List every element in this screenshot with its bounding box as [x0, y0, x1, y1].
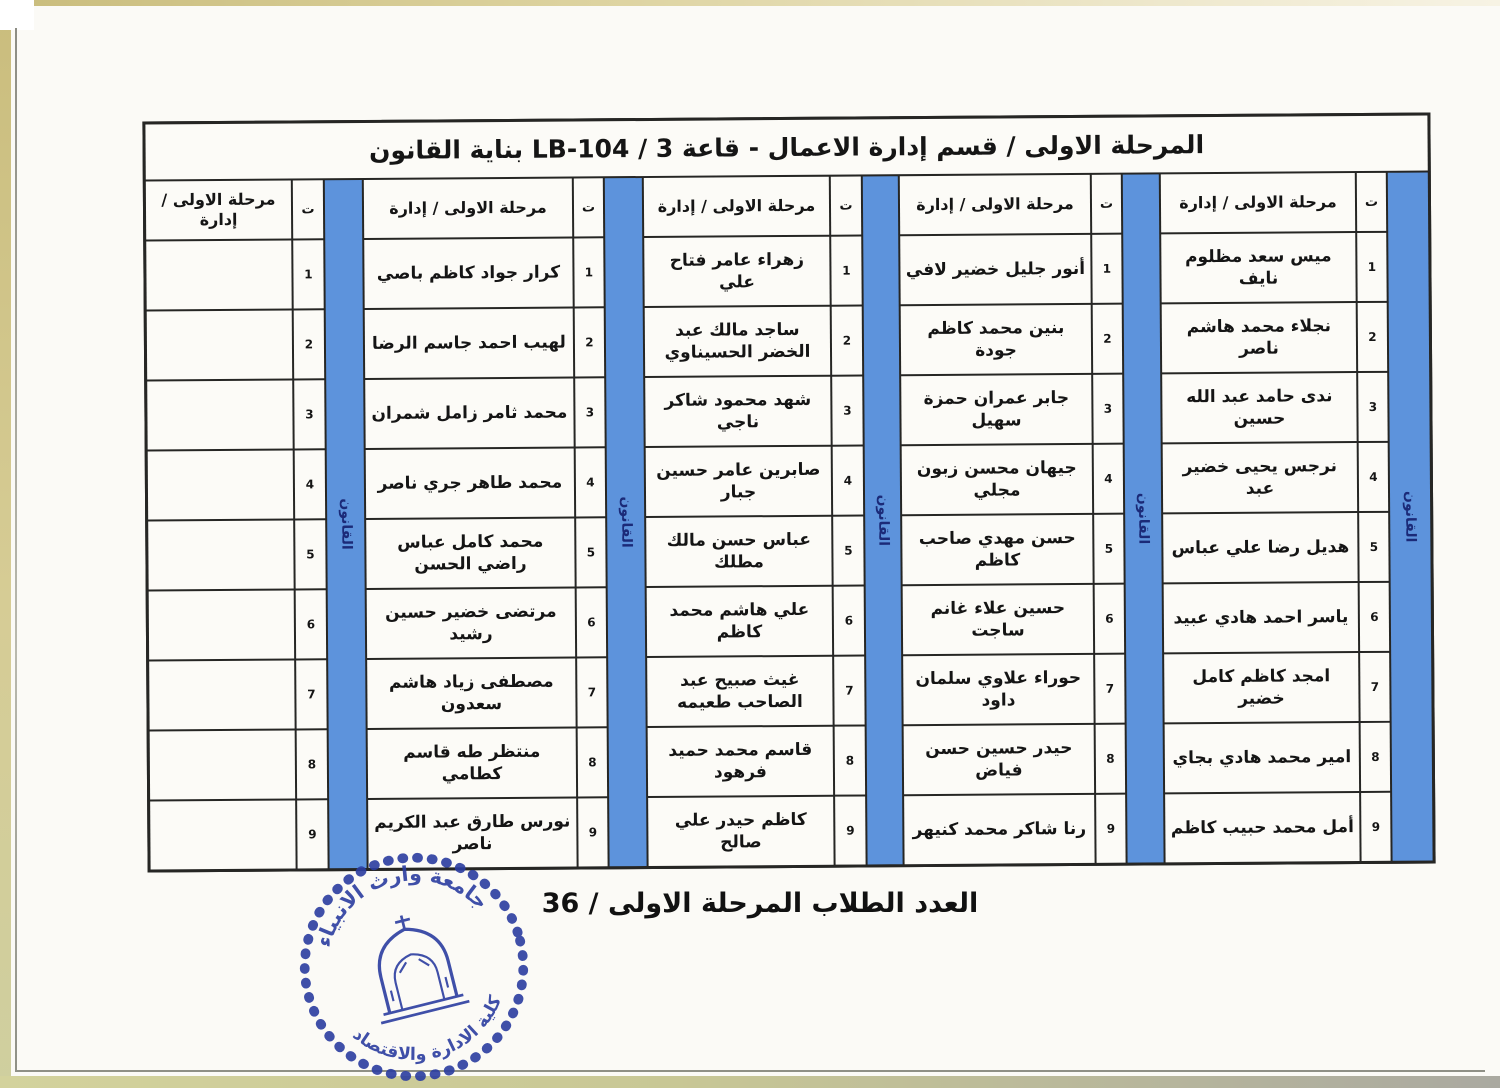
- serial-cell: 3: [294, 380, 324, 448]
- serial-cell: 4: [295, 450, 325, 518]
- column-header: مرحلة الاولى / إدارة: [364, 179, 572, 238]
- serial-cell: 9: [1361, 793, 1390, 861]
- serial-header: ت: [574, 178, 603, 236]
- student-name-cell: أنور جليل خضير لافي: [900, 235, 1090, 304]
- student-name-cell: صابرين عامر حسين جبار: [646, 447, 831, 516]
- serial-cell: 8: [578, 728, 607, 796]
- serial-header: ت: [1357, 173, 1386, 231]
- serial-cell: 5: [295, 520, 325, 588]
- student-name-cell: نجلاء محمد هاشم ناصر: [1162, 303, 1356, 372]
- serial-cell: 6: [1095, 585, 1124, 653]
- serial-cell: 6: [834, 586, 864, 654]
- student-name-cell: امير محمد هادي بجاي: [1165, 723, 1359, 792]
- empty-name-cell: [147, 380, 292, 449]
- serial-cell: 7: [1360, 653, 1389, 721]
- serial-cell: 1: [1092, 235, 1121, 303]
- student-name-cell: جيهان محسن زبون مجلي: [902, 445, 1092, 514]
- empty-name-cell: [150, 730, 295, 799]
- empty-name-cell: [149, 660, 294, 729]
- page-title: المرحلة الاولى / قسم إدارة الاعمال - قاعة 3 / LB-104 بناية القانون: [145, 116, 1427, 180]
- student-name-cell: محمد كامل عباس راضي الحسن: [366, 519, 574, 588]
- law-stripe-label: القانون: [1135, 492, 1152, 545]
- student-name-cell: ندى حامد عبد الله حسين: [1162, 373, 1356, 442]
- stamp-top-text: جامعة وارث الانبياء: [311, 861, 494, 950]
- student-name-cell: زهراء عامر فتاح علي: [644, 237, 829, 306]
- column-header: مرحلة الاولى / إدارة: [900, 175, 1090, 234]
- empty-name-cell: [146, 240, 291, 309]
- serial-cell: 2: [1358, 303, 1387, 371]
- serial-cell: 8: [1361, 723, 1390, 791]
- serial-cell: 4: [1359, 443, 1388, 511]
- column-header: مرحلة الاولى / إدارة: [146, 180, 291, 239]
- stamp-bottom-text: كلية الادارة والاقتصاد: [348, 993, 507, 1066]
- student-name-cell: علي هاشم محمد كاظم: [647, 587, 832, 656]
- scan-edge-bottom: [0, 1076, 1500, 1088]
- student-name-cell: غيث صبيح عبد الصاحب طعيمه: [647, 657, 832, 726]
- student-name-cell: شهد محمود شاكر ناجي: [645, 377, 830, 446]
- serial-cell: 7: [1095, 655, 1124, 723]
- student-name-cell: قاسم محمد حميد فرهود: [648, 727, 833, 796]
- student-name-cell: جابر عمران حمزة سهيل: [901, 375, 1091, 444]
- serial-cell: 4: [576, 448, 605, 516]
- serial-cell: 3: [575, 378, 604, 446]
- serial-cell: 4: [833, 446, 863, 514]
- serial-cell: 8: [835, 726, 865, 794]
- serial-header: ت: [1092, 175, 1121, 233]
- serial-cell: 3: [1093, 375, 1122, 443]
- serial-cell: 3: [832, 376, 862, 444]
- student-name-cell: أمل محمد حبيب كاظم: [1165, 793, 1359, 862]
- serial-cell: 1: [574, 238, 603, 306]
- stamp-shrine-icon: [357, 905, 469, 1024]
- serial-cell: 7: [577, 658, 606, 726]
- scan-edge-left: [0, 0, 11, 1088]
- serial-cell: 6: [296, 590, 326, 658]
- student-name-cell: منتظر طه قاسم كطامي: [368, 728, 576, 797]
- university-stamp: [293, 848, 535, 1086]
- law-stripe-label: القانون: [337, 498, 354, 550]
- student-name-cell: لهيب احمد جاسم الرضا: [365, 309, 573, 378]
- serial-cell: 2: [575, 308, 604, 376]
- student-name-cell: كاظم حيدر علي صالح: [648, 797, 833, 866]
- serial-cell: 1: [831, 236, 861, 304]
- empty-name-cell: [150, 800, 295, 869]
- serial-cell: 9: [1096, 795, 1125, 863]
- serial-cell: 8: [297, 730, 327, 798]
- column-header: مرحلة الاولى / إدارة: [1161, 173, 1355, 232]
- law-stripe-label: القانون: [1402, 490, 1419, 543]
- student-name-cell: حسن مهدي صاحب كاظم: [902, 515, 1092, 584]
- student-count-text: العدد الطلاب المرحلة الاولى / 36: [541, 888, 979, 919]
- law-stripe: [325, 180, 367, 868]
- law-stripe-label: القانون: [874, 494, 891, 547]
- student-name-cell: امجد كاظم كامل خضير: [1164, 653, 1358, 722]
- law-stripe: [1123, 174, 1164, 862]
- serial-cell: 2: [832, 306, 862, 374]
- student-name-cell: هديل رضا علي عباس: [1163, 513, 1357, 582]
- serial-cell: 1: [293, 240, 323, 308]
- scan-edge-top: [0, 0, 1500, 6]
- student-name-cell: نورس طارق عبد الكريم ناصر: [368, 798, 576, 867]
- serial-cell: 5: [1359, 513, 1388, 581]
- paper-edge-horizontal: [15, 1070, 1485, 1072]
- student-name-cell: ميس سعد مظلوم نايف: [1161, 233, 1355, 302]
- student-name-cell: كرار جواد كاظم باصي: [364, 239, 572, 308]
- student-name-cell: محمد ثامر زامل شمران: [365, 379, 573, 448]
- student-name-cell: بنين محمد كاظم جودة: [901, 305, 1091, 374]
- law-stripe: [1388, 173, 1433, 861]
- student-name-cell: عباس حسن مالك مطلك: [646, 517, 831, 586]
- empty-name-cell: [149, 590, 294, 659]
- student-name-cell: حسين علاء غانم ساجت: [903, 585, 1093, 654]
- serial-cell: 7: [834, 656, 864, 724]
- serial-cell: 5: [576, 518, 605, 586]
- empty-name-cell: [148, 450, 293, 519]
- scan-corner-notch: [0, 0, 34, 30]
- serial-cell: 6: [1360, 583, 1389, 651]
- serial-cell: 2: [1093, 305, 1122, 373]
- student-name-cell: نرجس يحيى خضير عبد: [1163, 443, 1357, 512]
- serial-cell: 4: [1094, 445, 1123, 513]
- paper-edge-vertical: [15, 28, 17, 1070]
- serial-cell: 9: [297, 800, 327, 868]
- student-table: [142, 113, 1435, 873]
- serial-header: ت: [293, 180, 323, 238]
- law-stripe: [863, 176, 903, 864]
- student-name-cell: ساجد مالك عبد الخضر الحسيناوي: [645, 307, 830, 376]
- student-name-cell: مرتضى خضير حسين رشيد: [367, 588, 575, 657]
- student-name-cell: مصطفى زياد هاشم سعدون: [367, 658, 575, 727]
- law-stripe: [605, 178, 647, 866]
- serial-cell: 9: [835, 796, 865, 864]
- serial-header: ت: [831, 176, 861, 234]
- serial-cell: 5: [1094, 515, 1123, 583]
- serial-cell: 1: [1357, 233, 1386, 301]
- student-name-cell: محمد طاهر جري ناصر: [366, 449, 574, 518]
- student-name-cell: ياسر احمد هادي عبيد: [1164, 583, 1358, 652]
- law-stripe-label: القانون: [617, 496, 634, 548]
- empty-name-cell: [148, 520, 293, 589]
- empty-name-cell: [147, 310, 292, 379]
- student-name-cell: حيدر حسين حسن فياض: [904, 725, 1094, 794]
- serial-cell: 7: [296, 660, 326, 728]
- column-header: مرحلة الاولى / إدارة: [644, 177, 829, 236]
- serial-cell: 3: [1358, 373, 1387, 441]
- serial-cell: 2: [294, 310, 324, 378]
- serial-cell: 6: [577, 588, 606, 656]
- student-name-cell: حوراء علاوي سلمان داود: [903, 655, 1093, 724]
- student-name-cell: رنا شاكر محمد كنيهر: [904, 795, 1094, 864]
- serial-cell: 8: [1096, 725, 1125, 793]
- serial-cell: 9: [578, 798, 607, 866]
- serial-cell: 5: [833, 516, 863, 584]
